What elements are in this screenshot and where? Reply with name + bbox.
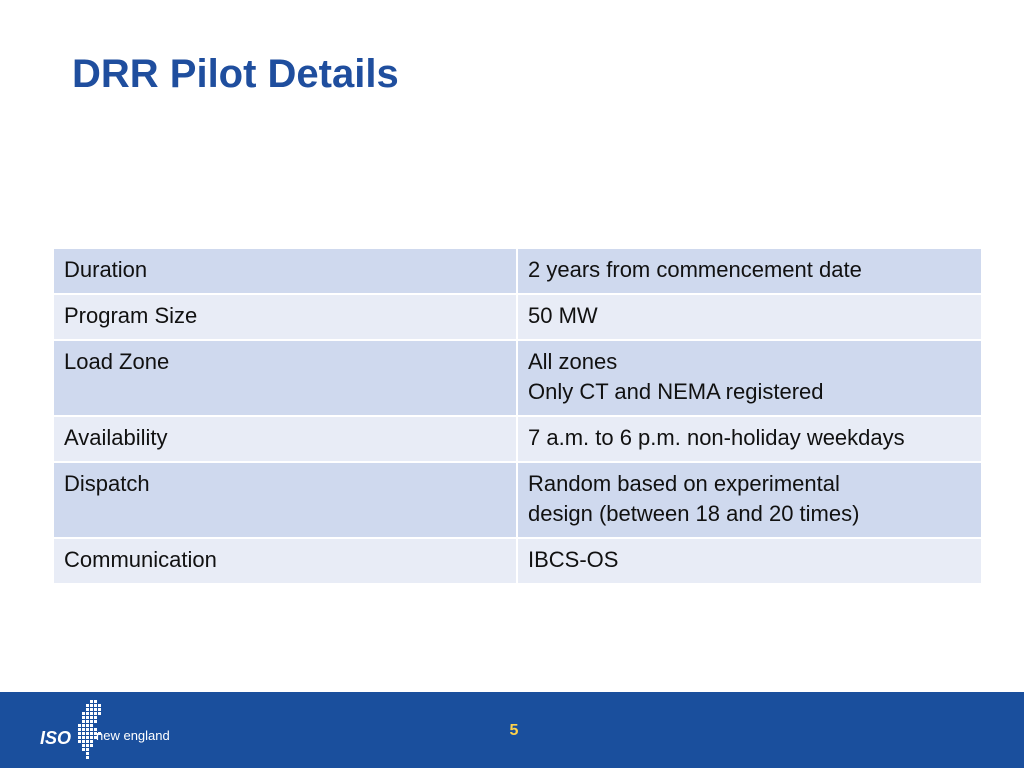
row-label: Availability xyxy=(53,416,517,462)
table-row xyxy=(53,416,982,462)
row-label: Program Size xyxy=(53,294,517,340)
value-line: design (between 18 and 20 times) xyxy=(528,501,860,526)
logo-new-england-text: new england xyxy=(96,728,170,743)
page-number: 5 xyxy=(509,722,519,739)
row-value xyxy=(517,294,982,340)
table-row xyxy=(53,294,982,340)
footer-bar xyxy=(0,692,1024,768)
table-row xyxy=(53,538,982,584)
value-line: 50 MW xyxy=(528,303,598,328)
slide-title: DRR Pilot Details xyxy=(72,52,399,96)
row-value xyxy=(517,538,982,584)
row-value xyxy=(517,462,982,538)
pilot-details-table xyxy=(52,247,983,585)
table-row xyxy=(53,340,982,416)
value-line: IBCS-OS xyxy=(528,547,619,572)
value-line: Only CT and NEMA registered xyxy=(528,379,824,404)
table-row xyxy=(53,248,982,294)
table-row xyxy=(53,462,982,538)
value-line: All zones xyxy=(528,349,618,374)
row-value xyxy=(517,340,982,416)
row-value xyxy=(517,248,982,294)
row-label: Communication xyxy=(53,538,517,584)
logo-iso-text: ISO xyxy=(40,728,72,748)
value-line: 7 a.m. to 6 p.m. non-holiday weekdays xyxy=(528,425,905,450)
row-label: Load Zone xyxy=(53,340,517,416)
value-line: 2 years from commencement date xyxy=(528,257,862,282)
row-label: Duration xyxy=(53,248,517,294)
row-label: Dispatch xyxy=(53,462,517,538)
iso-new-england-logo xyxy=(38,700,188,764)
row-value xyxy=(517,416,982,462)
value-line: Random based on experimental xyxy=(528,471,840,496)
